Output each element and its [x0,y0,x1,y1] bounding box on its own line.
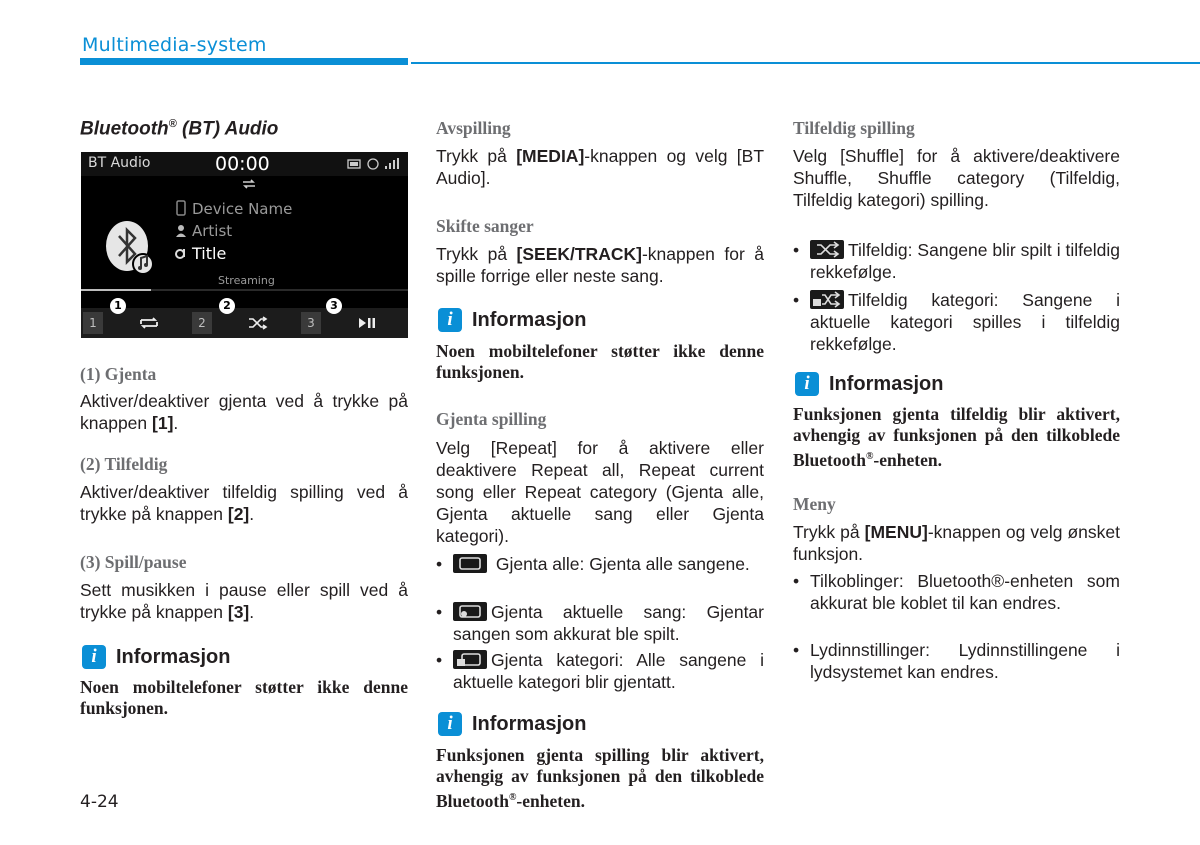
repeat-playback-section-text: Velg [Repeat] for å aktivere eller deaktivere Repeat all, Repeat current song eller Repeat category (Gjenta alle, Gjenta aktuelle sang eller Gjenta kategori). [436,438,764,546]
playback-section-text: Trykk på [MEDIA]-knappen og velg [BT Audio]. [436,146,765,188]
info-icon: i [438,712,462,736]
callout-3: 3 [326,298,342,314]
change-song-section-text: Trykk på [SEEK/TRACK]-knappen for å spille forrige eller neste sang. [436,244,764,286]
page-number: 4-24 [80,792,119,812]
info-heading-3: i Informasjon [438,711,586,737]
progress-bar [81,289,151,291]
shuffle-icon [810,240,844,259]
bullet-connections: • Tilkoblinger: Bluetooth®-enheten som akkurat ble koblet til kan endres. [793,571,1120,613]
info-heading-4: i Informasjon [795,371,943,397]
shuffle-section-title: (2) Tilfeldig [80,454,168,474]
playback-section-title: Avspilling [436,118,511,138]
info-text-4: Funksjonen gjenta tilfeldig blir aktivert, avhengig av funksjonen på den tilkoblede Bluetooth®-enheten. [793,404,1120,470]
callout-1: 1 [110,298,126,314]
header-rule-thick [80,58,408,65]
menu-section-title: Meny [793,494,836,514]
info-heading-2: i Informasjon [438,307,586,333]
screen-title: Title [192,244,227,263]
info-text-3: Funksjonen gjenta spilling blir aktivert, avhengig av funksjonen på den tilkoblede Bluetooth®-enheten. [436,745,764,811]
button-2-label[interactable]: 2 [192,312,212,334]
status-icons [346,157,404,171]
progress-track [151,289,408,291]
bullet-repeat-all: • Gjenta alle: Gjenta alle sangene. [436,554,750,574]
info-heading-1: i Informasjon [82,644,230,670]
bullet-repeat-one: • Gjenta aktuelle sang: Gjentar sangen som akkurat ble spilt. [436,602,764,644]
info-icon: i [438,308,462,332]
screen-device-name: Device Name [192,200,293,218]
repeat-section-text: Aktiver/deaktiver gjenta ved å trykke på knappen [1]. [80,391,408,433]
callout-2: 2 [219,298,235,314]
bullet-repeat-category: • Gjenta kategori: Alle sangene i aktuelle kategori blir gjentatt. [436,650,764,692]
button-3-label[interactable]: 3 [301,312,321,334]
bullet-shuffle: • Tilfeldig: Sangene blir spilt i tilfeldig rekkefølge. [793,240,1120,282]
bt-audio-screen [81,152,408,338]
repeat-icon[interactable] [138,316,160,330]
bluetooth-music-icon [105,218,157,278]
button-1-label[interactable]: 1 [83,312,103,334]
menu-section-text: Trykk på [MENU]-knappen og velg ønsket funksjon. [793,522,1120,564]
playpause-section-text: Sett musikken i pause eller spill ved å trykke på knappen [3]. [80,580,408,622]
section-header-title: Multimedia-system [82,34,267,56]
repeat-section-title: (1) Gjenta [80,364,157,384]
screen-streaming: Streaming [218,274,275,287]
info-text-1: Noen mobiltelefoner støtter ikke denne funksjonen. [80,677,408,718]
info-icon: i [82,645,106,669]
header-rule-thin [411,62,1200,64]
random-playback-section-title: Tilfeldig spilling [793,118,915,138]
info-icon: i [795,372,819,396]
change-song-section-title: Skifte sanger [436,216,534,236]
bullet-sound-settings: • Lydinnstillinger: Lydinnstillingene i lydsystemet kan endres. [793,640,1120,682]
person-icon [175,224,187,238]
screen-artist: Artist [192,222,233,240]
bullet-shuffle-category: • Tilfeldig kategori: Sangene i aktuelle kategori spilles i tilfeldig rekkefølge. [793,290,1120,354]
playpause-section-title: (3) Spill/pause [80,552,187,572]
repeat-one-icon [453,602,487,621]
repeat-playback-section-title: Gjenta spilling [436,409,547,429]
shuffle-icon[interactable] [247,316,269,330]
screen-mode-label: BT Audio [88,155,151,171]
repeat-all-icon [453,554,487,573]
bt-audio-title: Bluetooth® (BT) Audio [80,118,279,140]
shuffle-section-text: Aktiver/deaktiver tilfeldig spilling ved å trykke på knappen [2]. [80,482,408,524]
random-playback-section-text: Velg [Shuffle] for å aktivere/deaktivere Shuffle, Shuffle category (Tilfeldig, Tilfeldig kategori) spilling. [793,146,1120,210]
shuffle-category-icon [810,290,844,309]
screen-clock: 00:00 [215,153,270,175]
repeat-category-icon [453,650,487,669]
play-pause-icon[interactable] [356,316,378,330]
music-note-icon [175,247,187,261]
repeat-status-icon [241,178,257,190]
info-text-2: Noen mobiltelefoner støtter ikke denne funksjonen. [436,341,764,382]
phone-icon [175,200,187,216]
